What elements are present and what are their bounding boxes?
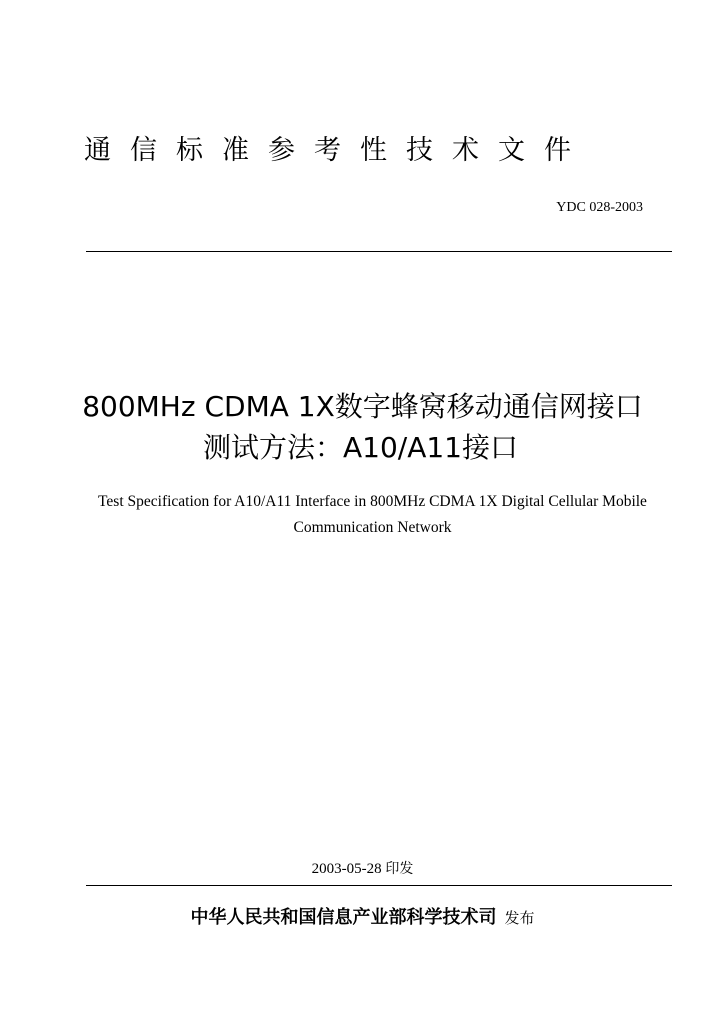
english-title: Test Specification for A10/A11 Interface in 800MHz CDMA 1X Digital Cellular Mobile Communication Network bbox=[98, 493, 647, 536]
chinese-title-line-1: 800MHz CDMA 1X数字蜂窝移动通信网接口 bbox=[82, 390, 643, 423]
chinese-title-line-2: 测试方法：A10/A11接口 bbox=[202, 431, 518, 464]
document-category-heading: 通信标准参考性技术文件 bbox=[84, 135, 590, 166]
publisher-line bbox=[0, 903, 725, 933]
document-number: YDC 028-2003 bbox=[556, 200, 643, 215]
issue-date: 2003-05-28 bbox=[311, 861, 382, 877]
issue-action: 印发 bbox=[385, 861, 414, 877]
top-divider bbox=[86, 251, 672, 252]
issue-date-line bbox=[0, 858, 725, 880]
publish-action: 发布 bbox=[504, 909, 535, 927]
publisher-name: 中华人民共和国信息产业部科学技术司 bbox=[190, 907, 497, 928]
bottom-divider bbox=[86, 885, 672, 886]
